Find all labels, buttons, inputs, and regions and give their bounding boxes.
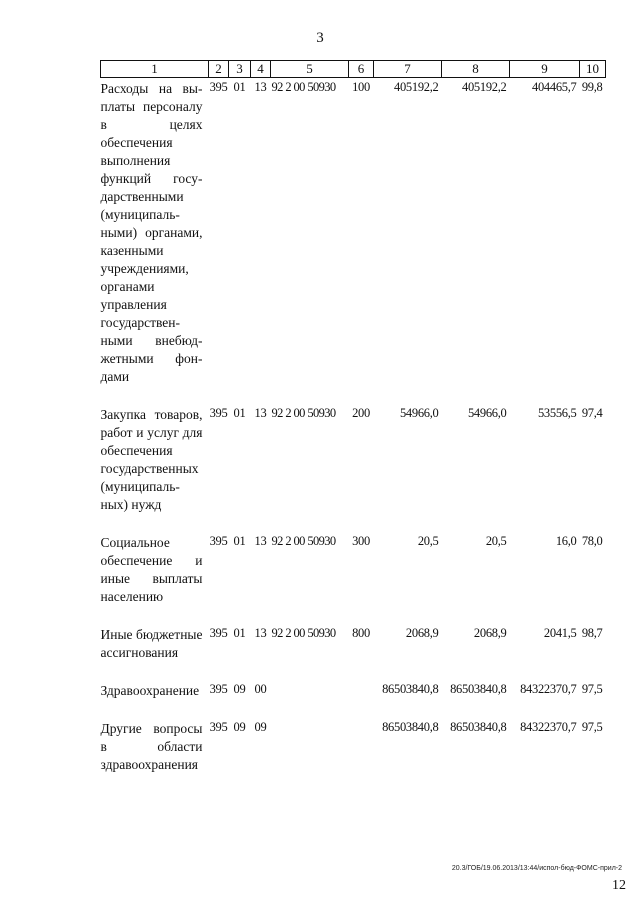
row-spacer [101, 662, 606, 680]
cell-subsection: 00 [254, 682, 267, 696]
column-header: 4 [251, 61, 271, 78]
row-spacer [101, 514, 606, 532]
row-spacer [101, 700, 606, 718]
cell-subsection: 13 [254, 534, 267, 548]
cell-percent: 97,4 [581, 406, 603, 420]
cell-target-article: 92 2 00 50930 [271, 626, 336, 640]
column-header: 2 [209, 61, 229, 78]
table-row [101, 624, 606, 662]
cell-plan: 2068,9 [473, 626, 507, 640]
cell-ministry: 395 [209, 682, 228, 696]
cell-ministry: 395 [209, 80, 228, 94]
cell-percent: 97,5 [581, 682, 603, 696]
cell-plan: 20,5 [485, 534, 507, 548]
cell-plan: 86503840,8 [450, 720, 507, 734]
cell-plan: 54966,0 [467, 406, 507, 420]
table-row [101, 680, 606, 700]
cell-plan: 405192,2 [462, 80, 507, 94]
table-row [101, 404, 606, 514]
row-spacer [101, 606, 606, 624]
column-header: 6 [349, 61, 374, 78]
cell-subsection: 09 [254, 720, 267, 734]
cell-subsection: 13 [254, 406, 267, 420]
cell-target-article [271, 680, 349, 700]
cell-expense-type [349, 680, 374, 700]
column-header: 3 [229, 61, 251, 78]
cell-section: 01 [233, 534, 246, 548]
cell-expense-type: 800 [352, 626, 370, 640]
column-number-header [101, 61, 606, 78]
cell-approved: 86503840,8 [382, 682, 439, 696]
cell-executed: 53556,5 [537, 406, 577, 420]
column-header: 8 [442, 61, 510, 78]
cell-expense-type: 200 [352, 406, 370, 420]
cell-expense-type: 300 [352, 534, 370, 548]
cell-executed: 16,0 [555, 534, 577, 548]
cell-section: 09 [233, 720, 246, 734]
row-name: Иные бюджетные ассигнования [100, 627, 203, 660]
row-name: Закупка товаров, работ и услуг для обеспечения государственных (муниципальных) нужд [100, 407, 203, 512]
cell-approved: 54966,0 [399, 406, 439, 420]
cell-section: 01 [233, 80, 246, 94]
cell-executed: 404465,7 [532, 80, 577, 94]
row-name: Здравоохранение [100, 683, 200, 698]
cell-section: 01 [233, 406, 246, 420]
cell-ministry: 395 [209, 720, 228, 734]
cell-percent: 78,0 [581, 534, 603, 548]
row-name: Другие вопросы в области здравоохранения [100, 721, 203, 772]
cell-executed: 84322370,7 [520, 682, 577, 696]
document-footer-code: 20.3/ГОБ/19.06.2013/13:44/испол-бюд-ФОМС-прил-2 [451, 865, 622, 872]
cell-section: 09 [233, 682, 246, 696]
cell-ministry: 395 [209, 406, 228, 420]
cell-section: 01 [233, 626, 246, 640]
column-header: 10 [580, 61, 606, 78]
cell-percent: 99,8 [581, 80, 603, 94]
cell-approved: 86503840,8 [382, 720, 439, 734]
cell-target-article: 92 2 00 50930 [271, 80, 336, 94]
cell-expense-type: 100 [352, 80, 370, 94]
column-header: 1 [101, 61, 209, 78]
cell-target-article [271, 718, 349, 774]
cell-percent: 98,7 [581, 626, 603, 640]
cell-executed: 84322370,7 [520, 720, 577, 734]
table-row [101, 532, 606, 606]
sheet-number: 12 [612, 878, 626, 893]
row-name: Расходы на выплаты персоналу в целях обеспечения выполнения функций государственными (муниципальными) органами, казенными учреждениями, органами управления государственными внебюджетными фондами [100, 81, 203, 384]
table-row [101, 718, 606, 774]
row-spacer [101, 386, 606, 404]
cell-percent: 97,5 [581, 720, 603, 734]
column-header: 5 [271, 61, 349, 78]
column-header: 7 [374, 61, 442, 78]
cell-expense-type [349, 718, 374, 774]
cell-ministry: 395 [209, 534, 228, 548]
cell-ministry: 395 [209, 626, 228, 640]
page-number: 3 [316, 30, 324, 46]
table-row [101, 78, 606, 387]
cell-target-article: 92 2 00 50930 [271, 534, 336, 548]
cell-approved: 2068,9 [405, 626, 439, 640]
cell-target-article: 92 2 00 50930 [271, 406, 336, 420]
row-name: Социальное обеспечение и иные выплаты населению [100, 535, 203, 604]
cell-approved: 405192,2 [394, 80, 439, 94]
cell-executed: 2041,5 [543, 626, 577, 640]
column-header: 9 [510, 61, 580, 78]
cell-approved: 20,5 [417, 534, 439, 548]
cell-subsection: 13 [254, 626, 267, 640]
cell-plan: 86503840,8 [450, 682, 507, 696]
budget-table [100, 60, 606, 774]
cell-subsection: 13 [254, 80, 267, 94]
